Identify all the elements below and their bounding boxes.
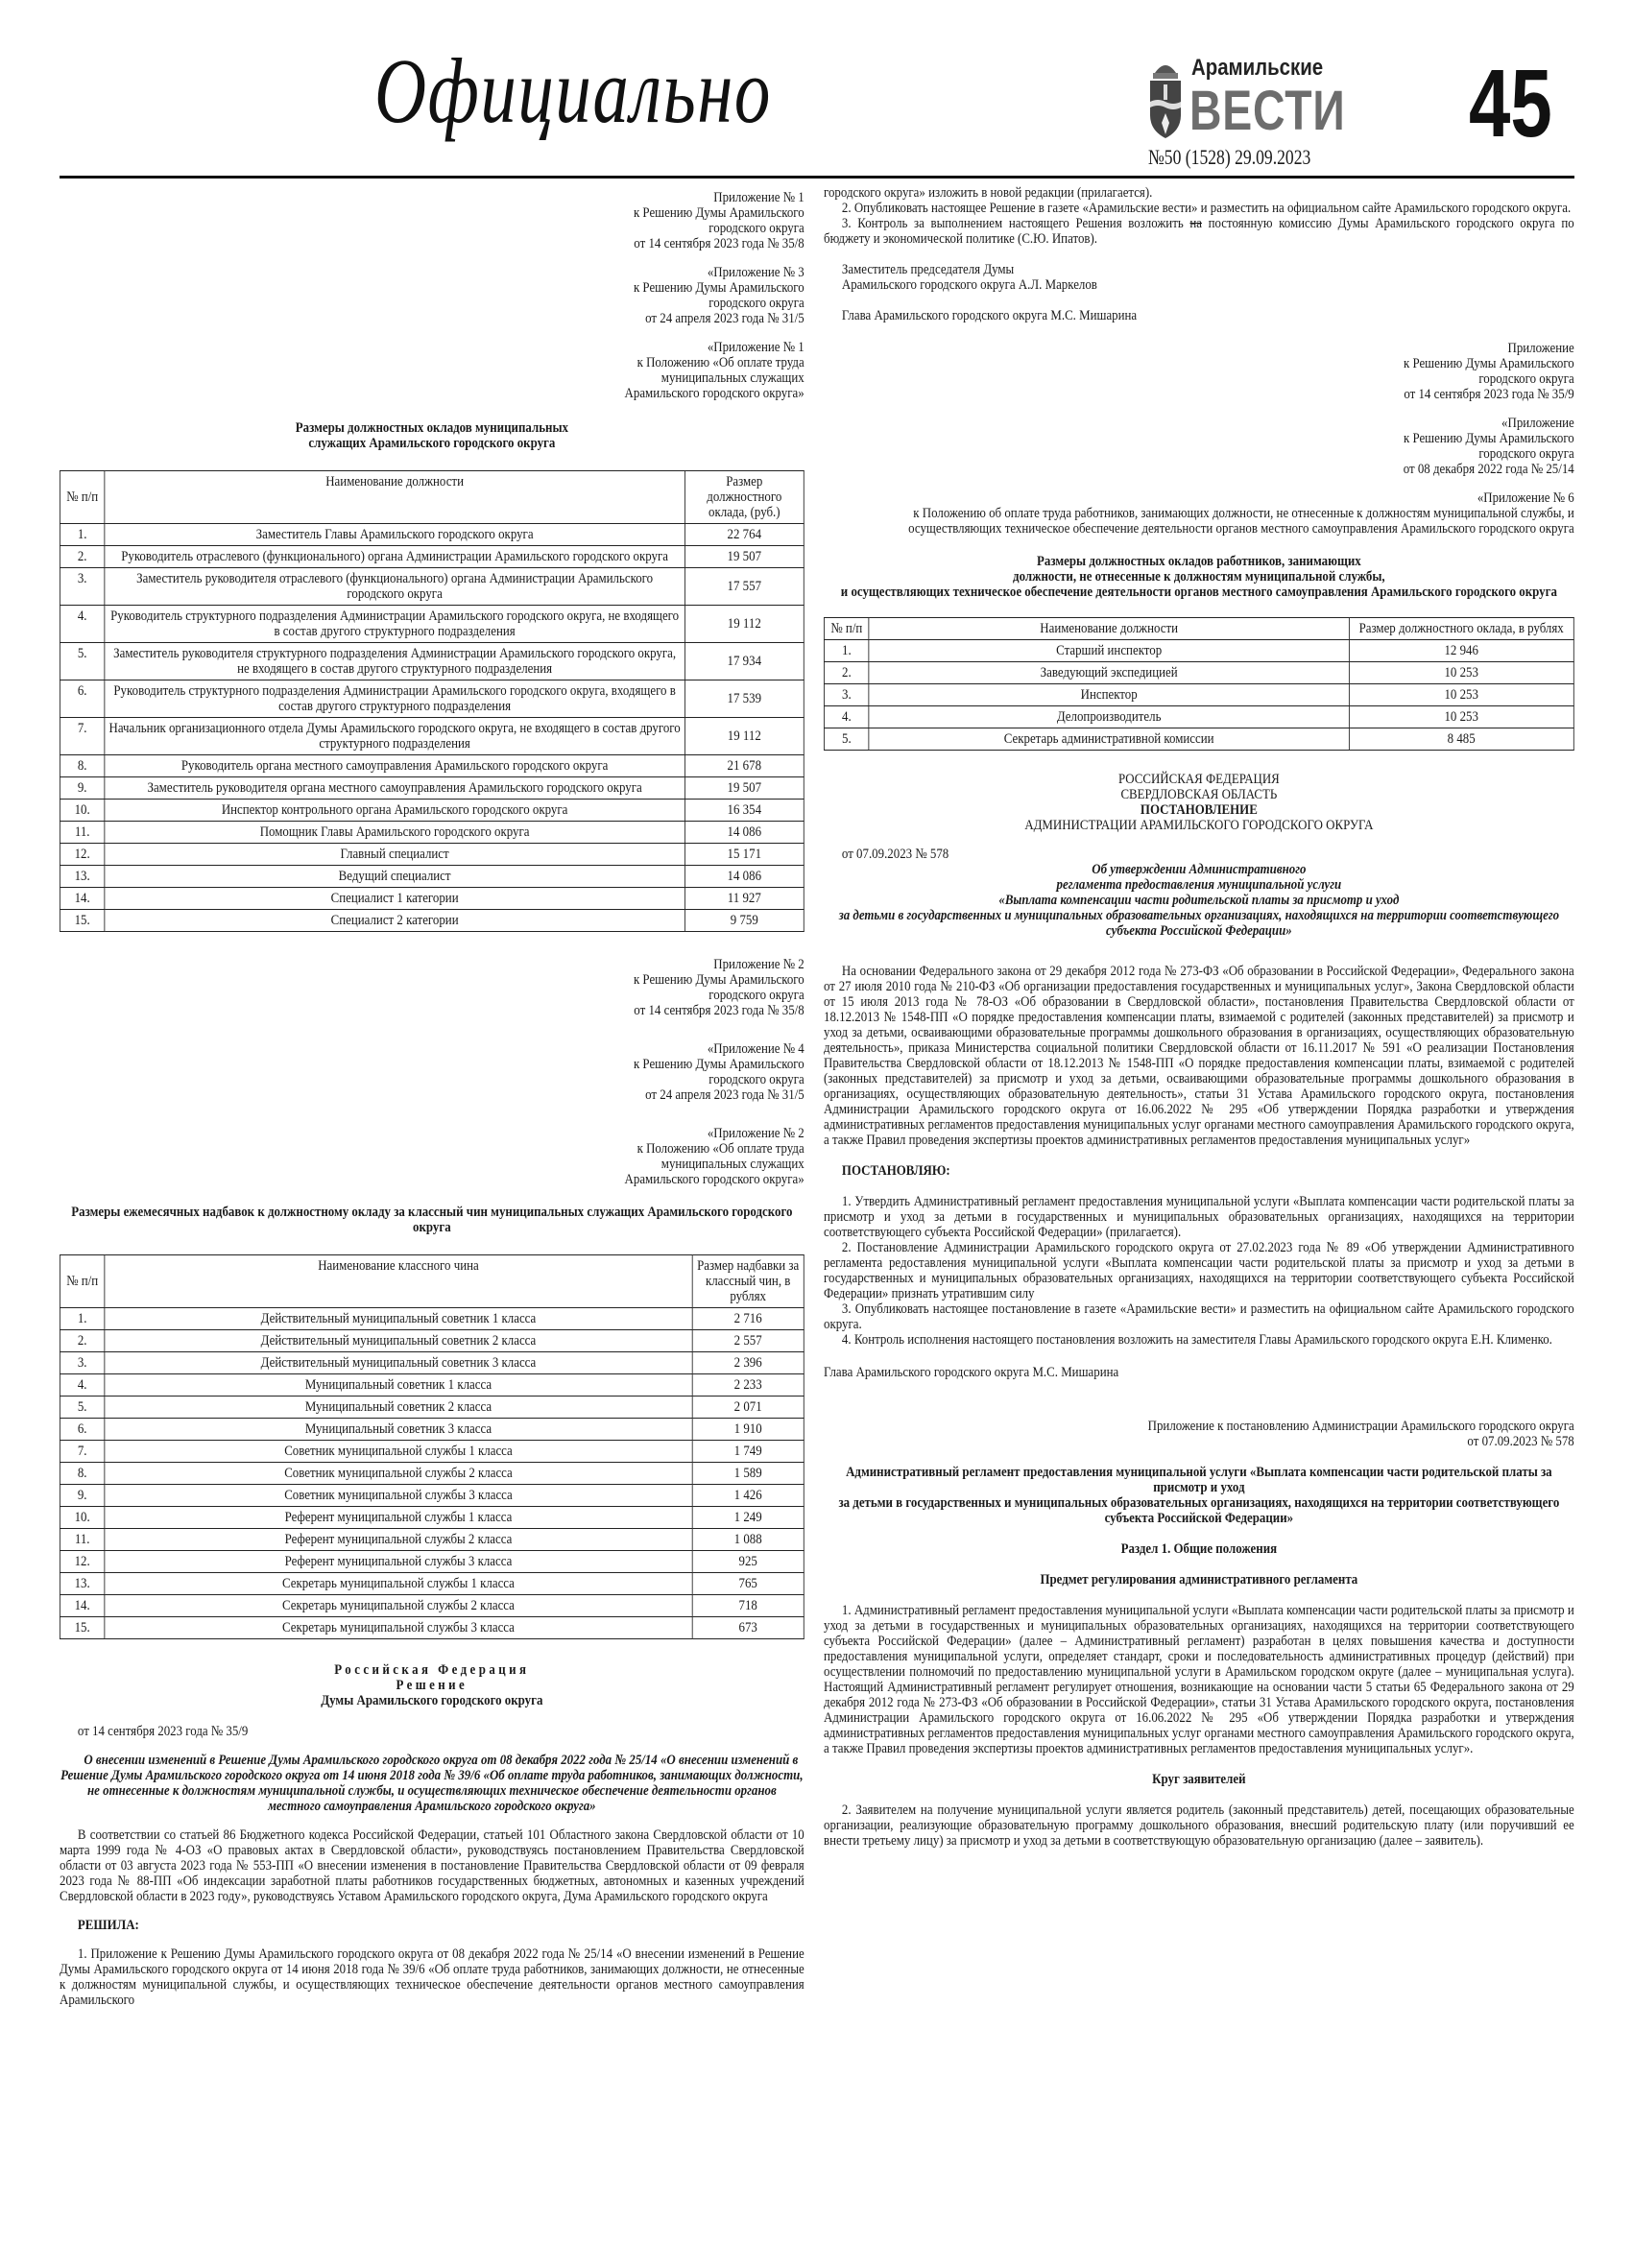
- row-value: 19 112: [684, 718, 804, 755]
- table-row: [60, 643, 804, 680]
- text-line: «Приложение № 2: [707, 1126, 804, 1141]
- appendix-1: [60, 190, 804, 251]
- text-line: Арамильского городского округа»: [624, 386, 804, 401]
- resolution-header: РОССИЙСКАЯ ФЕДЕРАЦИЯ СВЕРДЛОВСКАЯ ОБЛАСТЬ ПОСТАНОВЛЕНИЕ АДМИНИСТРАЦИИ АРАМИЛЬСКОГО ГОРОДСКОГО ОКРУГА: [1024, 772, 1374, 833]
- row-value: 765: [692, 1573, 804, 1595]
- text-line: за детьми в государственных и муниципальных образовательных организациях, находящихся на территории соответствующего субъекта Российской Федерации»: [838, 908, 1560, 939]
- column-header: № п/п: [60, 1255, 104, 1308]
- row-number: 5.: [60, 1397, 104, 1419]
- table2-title: Размеры ежемесячных надбавок к должностному окладу за классный чин муниципальных служащих Арамильского городского округа: [71, 1205, 793, 1235]
- row-name: Референт муниципальной службы 2 класса: [105, 1529, 692, 1551]
- table-row: [60, 1397, 804, 1419]
- row-name: Помощник Главы Арамильского городского округа: [105, 822, 684, 844]
- section-1-heading: Раздел 1. Общие положения: [1120, 1541, 1278, 1557]
- row-number: 3.: [60, 568, 104, 606]
- row-name: Старший инспектор: [869, 640, 1349, 662]
- row-number: 6.: [60, 1419, 104, 1441]
- salary-table-container: [60, 470, 804, 932]
- table-row: [60, 755, 804, 777]
- row-value: 1 749: [692, 1441, 804, 1463]
- row-name: Секретарь административной комиссии: [869, 728, 1349, 751]
- row-value: 10 253: [1349, 706, 1573, 728]
- resolution-item: 4. Контроль исполнения настоящего постановления возложить на заместителя Главы Арамильского городского округа Е.Н. Клименко.: [841, 1332, 1552, 1348]
- row-name: Секретарь муниципальной службы 1 класса: [105, 1573, 692, 1595]
- column-header: Наименование должности: [105, 471, 684, 524]
- row-value: 1 249: [692, 1507, 804, 1529]
- text-line: от 14 сентября 2023 года № 35/8: [634, 1003, 804, 1018]
- row-value: 22 764: [684, 524, 804, 546]
- table-row: [824, 728, 1573, 751]
- row-name: Референт муниципальной службы 3 класса: [105, 1551, 692, 1573]
- column-header: № п/п: [60, 471, 104, 524]
- appendix-6-text: к Положению об оплате труда работников, занимающих должности, не отнесенные к должностям муниципальной службы, и осуществляющих техническое обеспечение деятельности органов местного самоуправления Арамильского городского округа: [908, 506, 1574, 537]
- signature-head-2: Глава Арамильского городского округа М.С. Мишарина: [824, 1365, 1119, 1380]
- row-name: Руководитель структурного подразделения Администрации Арамильского городского округа, не входящего в состав другого структурного подразделения: [105, 606, 684, 643]
- appendix-decision-35-9: [824, 341, 1574, 402]
- resolution-item: 2. Постановление Администрации Арамильского городского округа от 27.02.2023 года № 89 «Об утверждении Административного регламента редоставления муниципальной услуги «Выплата компенсации части родительской платы за присмотр и уход за детьми в государственных и муниципальных образовательных организациях, находящихся на территории соответствующего субъекта Российской Федерации» признать утратившим силу: [824, 1240, 1574, 1301]
- row-name: Руководитель органа местного самоуправления Арамильского городского округа: [105, 755, 684, 777]
- row-name: Руководитель отраслевого (функционального) органа Администрации Арамильского городского округа: [105, 546, 684, 568]
- row-name: Заведующий экспедицией: [869, 662, 1349, 684]
- text-line: за детьми в государственных и муниципальных образовательных организациях, находящихся на территории соответствующего субъекта Российской Федерации»: [838, 1495, 1560, 1526]
- resolution-body: [824, 847, 1574, 1380]
- resolution-item: 3. Опубликовать настоящее постановление в газете «Арамильские вести» и разместить на официальном сайте Арамильского городского округа.: [824, 1301, 1574, 1332]
- text-line: должности, не отнесенные к должностям муниципальной службы,: [1013, 569, 1385, 585]
- technical-salary-table-container: [824, 617, 1574, 751]
- row-name: Действительный муниципальный советник 3 класса: [105, 1352, 692, 1374]
- appendix-block: [60, 190, 804, 401]
- table-row: [60, 1352, 804, 1374]
- column-header: № п/п: [824, 618, 869, 640]
- column-header: Наименование классного чина: [105, 1255, 692, 1308]
- row-number: 6.: [60, 680, 104, 718]
- row-name: Муниципальный советник 3 класса: [105, 1419, 692, 1441]
- row-name: Муниципальный советник 2 класса: [105, 1397, 692, 1419]
- text-line: городского округа: [708, 988, 804, 1003]
- appendix-decision-25-14: [824, 416, 1574, 477]
- row-name: Руководитель структурного подразделения Администрации Арамильского городского округа, входящего в состав другого структурного подразделения: [105, 680, 684, 718]
- column-header: Размер должностного оклада, в рублях: [1349, 618, 1573, 640]
- row-name: Секретарь муниципальной службы 2 класса: [105, 1595, 692, 1617]
- row-value: 11 927: [684, 888, 804, 910]
- row-value: 17 539: [684, 680, 804, 718]
- decision-preamble: В соответствии со статьей 86 Бюджетного кодекса Российской Федерации, статьей 101 Областного закона Свердловской области от 10 марта 1999 года № 4-ОЗ «О правовых актах в Свердловской области», руководствуясь постановлением Правительства Свердловской области от 03 августа 2023 года № 553-ПП «О внесении изменения в постановление Правительства Свердловской области от 09 февраля 2023 года № 88-ПП «Об индексации заработной платы работников государственных бюджетных, автономных и казенных учреждений Свердловской области в 2023 году», руководствуясь Уставом Арамильского городского округа, Дума Арамильского городского округа: [60, 1827, 804, 1904]
- table1-title: [60, 420, 804, 451]
- row-value: 19 507: [684, 546, 804, 568]
- row-value: 12 946: [1349, 640, 1573, 662]
- signature-head: Глава Арамильского городского округа М.С. Мишарина: [841, 308, 1138, 323]
- row-value: 15 171: [684, 844, 804, 866]
- text-line: от 07.09.2023 № 578: [1467, 1434, 1574, 1449]
- row-number: 2.: [824, 662, 869, 684]
- appendix-1-regulation: [60, 340, 804, 401]
- text-line: городского округа: [708, 1072, 804, 1087]
- row-value: 2 233: [692, 1374, 804, 1397]
- left-column: [60, 190, 804, 2008]
- row-number: 11.: [60, 822, 104, 844]
- row-number: 2.: [60, 1330, 104, 1352]
- regulation-title: [824, 1465, 1574, 1526]
- text-line: Приложение: [1507, 341, 1574, 356]
- table-row: [824, 640, 1573, 662]
- table-row: [60, 844, 804, 866]
- row-name: Заместитель руководителя структурного подразделения Администрации Арамильского городского округа, не входящего в состав другого структурного подразделения: [105, 643, 684, 680]
- regulation-item-1: 1. Административный регламент предоставления муниципальной услуги «Выплата компенсации части родительской платы за присмотр и уход за детьми в государственных и муниципальных образовательных организациях, находящихся на территории соответствующего субъекта Российской Федерации» (далее – Административный регламент) разработан в целях повышения качества и доступности предоставления муниципальной услуги, определяет стандарт, сроки и последовательность административных процедур (действий) при осуществлении полномочий по предоставлению муниципальной услуги в Арамильском городском округе (далее – муниципальная услуга). Настоящий Административный регламент регулирует отношения, возникающие на основании части 5 статьи 65 Федерального закона от 29 декабря 2012 года № 273-ФЗ «Об образовании в Российской Федерации», статьи 31 Устава Арамильского городского округа, постановления Администрации Арамильского городского округа от 16.06.2022 № 295 «Об утверждении Порядка разработки и утверждения административных регламентов предоставления муниципальных услуг органами местного самоуправления Арамильского городского округа, а также Правил проведения экспертизы проектов административных регламентов предоставления муниципальных услуг».: [824, 1603, 1574, 1756]
- table-row: [60, 524, 804, 546]
- table-row: [60, 1551, 804, 1573]
- resolution-items: [824, 1194, 1574, 1348]
- text-line: «Приложение № 1: [707, 340, 804, 355]
- newspaper-logo: [1147, 56, 1387, 144]
- text-line: к Решению Думы Арамильского: [633, 205, 804, 221]
- row-number: 7.: [60, 718, 104, 755]
- text-line: городского округа: [1478, 371, 1574, 387]
- decision-item-1-cont: городского округа» изложить в новой редакции (прилагается).: [824, 185, 1153, 201]
- section-title: Официально: [374, 39, 772, 142]
- decision-continuation: [824, 185, 1574, 323]
- municipal-salary-table: [60, 470, 804, 932]
- decision-item-1: 1. Приложение к Решению Думы Арамильского городского округа от 08 декабря 2022 года № 25/14 «О внесении изменений в Решение Думы Арамильского городского округа от 14 июня 2018 года № 39/6 «Об оплате труда работников, занимающих должности, не отнесенные к должностям муниципальной службы, и осуществляющих техническое обеспечение деятельности органов местного самоуправления Арамильского: [60, 1946, 804, 2008]
- text-line: городского округа: [708, 296, 804, 311]
- table-row: [60, 1308, 804, 1330]
- row-number: 4.: [60, 606, 104, 643]
- table-row: [824, 662, 1573, 684]
- appendix-block-2: [60, 957, 804, 1187]
- row-value: 9 759: [684, 910, 804, 932]
- row-number: 12.: [60, 844, 104, 866]
- row-number: 13.: [60, 1573, 104, 1595]
- resolution-title: [824, 862, 1574, 939]
- table-row: [60, 546, 804, 568]
- row-name: Главный специалист: [105, 844, 684, 866]
- table-row: [60, 777, 804, 800]
- signature-deputy-chair: [824, 262, 1574, 293]
- row-number: 3.: [824, 684, 869, 706]
- row-number: 15.: [60, 910, 104, 932]
- text-line: «Выплата компенсации части родительской платы за присмотр и уход: [998, 893, 1400, 908]
- row-value: 14 086: [684, 866, 804, 888]
- issue-info: №50 (1528) 29.09.2023: [1148, 145, 1311, 169]
- table-row: [60, 866, 804, 888]
- row-value: 16 354: [684, 800, 804, 822]
- appendix-3: [60, 265, 804, 326]
- row-number: 9.: [60, 777, 104, 800]
- text-line: Размеры должностных окладов работников, занимающих: [1037, 554, 1361, 569]
- technical-staff-salary-table: [824, 617, 1574, 751]
- row-value: 2 071: [692, 1397, 804, 1419]
- row-value: 2 557: [692, 1330, 804, 1352]
- row-name: Советник муниципальной службы 2 класса: [105, 1463, 692, 1485]
- row-value: 17 557: [684, 568, 804, 606]
- text-line: «Приложение № 4: [707, 1041, 804, 1057]
- text-line: от 14 сентября 2023 года № 35/8: [634, 236, 804, 251]
- text-line: городского округа: [1478, 446, 1574, 462]
- table-header-row: [60, 1255, 804, 1308]
- table-row: [60, 1441, 804, 1463]
- page-number: 45: [1469, 50, 1552, 157]
- row-number: 1.: [60, 524, 104, 546]
- row-number: 9.: [60, 1485, 104, 1507]
- row-value: 1 088: [692, 1529, 804, 1551]
- row-value: 10 253: [1349, 662, 1573, 684]
- brand-main: ВЕСТИ: [1189, 80, 1346, 142]
- row-number: 3.: [60, 1352, 104, 1374]
- text-line: Административный регламент предоставления муниципальной услуги «Выплата компенсации части родительской платы за присмотр и уход: [846, 1465, 1552, 1495]
- text-line: от 24 апреля 2023 года № 31/5: [645, 311, 804, 326]
- subsection-subject: Предмет регулирования административного регламента: [1040, 1572, 1358, 1588]
- text-line: Размеры должностных окладов муниципальных: [295, 420, 568, 436]
- text-line: от 14 сентября 2023 года № 35/9: [1404, 387, 1574, 402]
- text-line: служащих Арамильского городского округа: [308, 436, 556, 451]
- row-value: 1 589: [692, 1463, 804, 1485]
- text-line: «Приложение № 3: [707, 265, 804, 280]
- row-name: Начальник организационного отдела Думы Арамильского городского округа, не входящего в состав другого структурного подразделения: [105, 718, 684, 755]
- table-row: [60, 822, 804, 844]
- row-name: Инспектор контрольного органа Арамильского городского округа: [105, 800, 684, 822]
- row-number: 2.: [60, 546, 104, 568]
- row-number: 7.: [60, 1441, 104, 1463]
- row-value: 19 507: [684, 777, 804, 800]
- text-line: от 24 апреля 2023 года № 31/5: [645, 1087, 804, 1103]
- appendix-2: [60, 957, 804, 1018]
- row-name: Заместитель руководителя органа местного самоуправления Арамильского городского округа: [105, 777, 684, 800]
- resolution-preamble: На основании Федерального закона от 29 декабря 2012 года № 273-ФЗ «Об образовании в Российской Федерации», Федерального закона от 27 июля 2010 года № 210-ФЗ «Об организации предоставления государственных и муниципальных услуг», Закона Свердловской области от 15 июля 2013 года № 78-ОЗ «Об образовании в Свердловской области», постановления Правительства Свердловской области от 18.12.2013 № 1548-ПП «О порядке предоставления компенсации платы, взимаемой с родителей (законных представителей) за присмотр и уход за детьми, осваивающими образовательные программы дошкольного образования в организациях, осуществляющих образовательную деятельность», приказа Министерства социальной политики Свердловской области от 16.11.2017 № 591 «О реализации Постановления Правительства Свердловской области от 18.12.2013 № 1548-ПП «О порядке предоставления компенсации платы, взимаемой с родителей (законных представителей) за присмотр и уход за детьми, осваивающими образовательные программы дошкольного образования в организациях, осуществляющих образовательную деятельность», статьи 31 Устава Арамильского городского округа, постановления Администрации Арамильского городского округа от 16.06.2022 № 295 «Об утверждении Порядка разработки и утверждения административных регламентов предоставления муниципальных услуг органами местного самоуправления Арамильского городского округа, а также Правил проведения экспертизы проектов административных регламентов предоставления муниципальных услуг»: [824, 964, 1574, 1148]
- text-line: регламента предоставления муниципальной услуги: [1056, 877, 1342, 893]
- row-number: 4.: [824, 706, 869, 728]
- table-row: [60, 1485, 804, 1507]
- coat-of-arms-icon: [1147, 56, 1184, 140]
- appendix-block-right: [824, 341, 1574, 537]
- column-header: Размер надбавки за классный чин, в рублях: [692, 1255, 804, 1308]
- table-row: [60, 568, 804, 606]
- text-line: и осуществляющих техническое обеспечение деятельности органов местного самоуправления Арамильского городского округа: [840, 585, 1557, 600]
- row-name: Ведущий специалист: [105, 866, 684, 888]
- table3-title: [824, 554, 1574, 600]
- row-number: 8.: [60, 755, 104, 777]
- row-value: 17 934: [684, 643, 804, 680]
- text-line: от 08 декабря 2022 года № 25/14: [1403, 462, 1574, 477]
- appendix-2-regulation: [60, 1126, 804, 1187]
- class-rank-table-container: [60, 1254, 804, 1639]
- decision-body: [60, 1724, 804, 2008]
- row-value: 2 716: [692, 1308, 804, 1330]
- row-number: 14.: [60, 888, 104, 910]
- table-header-row: [824, 618, 1573, 640]
- table-row: [824, 684, 1573, 706]
- row-value: 1 910: [692, 1419, 804, 1441]
- table-row: [60, 1617, 804, 1639]
- row-number: 11.: [60, 1529, 104, 1551]
- row-name: Советник муниципальной службы 3 класса: [105, 1485, 692, 1507]
- table-row: [60, 1507, 804, 1529]
- decision-item-3: 3. Контроль за выполнением настоящего Решения возложить на постоянную комиссию Думы Арамильского городского округа по бюджету и экономической политике (С.Ю. Ипатов).: [824, 216, 1574, 247]
- text-line: к Решению Думы Арамильского: [633, 280, 804, 296]
- column-header: Размер должностного оклада, (руб.): [684, 471, 804, 524]
- row-value: 8 485: [1349, 728, 1573, 751]
- row-name: Специалист 1 категории: [105, 888, 684, 910]
- row-name: Муниципальный советник 1 класса: [105, 1374, 692, 1397]
- text-line: к Решению Думы Арамильского: [633, 1057, 804, 1072]
- decision-item-2: 2. Опубликовать настоящее Решение в газете «Арамильские вести» и разместить на официальном сайте Арамильского городского округа.: [841, 201, 1572, 216]
- text-line: муниципальных служащих: [660, 1157, 804, 1172]
- table-row: [60, 800, 804, 822]
- class-rank-allowance-table: [60, 1254, 804, 1639]
- text-line: Арамильского городского округа»: [624, 1172, 804, 1187]
- text-line: Заместитель председателя Думы: [841, 262, 1015, 277]
- text-line: Арамильского городского округа А.Л. Маркелов: [841, 277, 1097, 293]
- subsection-applicants: Круг заявителей: [1152, 1772, 1246, 1787]
- row-value: 19 112: [684, 606, 804, 643]
- row-name: Советник муниципальной службы 1 класса: [105, 1441, 692, 1463]
- table-row: [60, 910, 804, 932]
- row-value: 21 678: [684, 755, 804, 777]
- row-value: 2 396: [692, 1352, 804, 1374]
- decided-label: РЕШИЛА:: [77, 1918, 139, 1933]
- table-header-row: [60, 471, 804, 524]
- row-number: 10.: [60, 1507, 104, 1529]
- text-line: к Решению Думы Арамильского: [1403, 356, 1574, 371]
- text-line: муниципальных служащих: [660, 370, 804, 386]
- text-line: Приложение № 2: [713, 957, 804, 972]
- row-value: 14 086: [684, 822, 804, 844]
- decision-header: Российская Федерация Решение Думы Арамильского городского округа: [321, 1662, 543, 1708]
- table-row: [60, 1595, 804, 1617]
- resolution-date: от 07.09.2023 № 578: [841, 847, 949, 862]
- table-row: [60, 1419, 804, 1441]
- text-line: Приложение № 1: [713, 190, 804, 205]
- text-line: к Решению Думы Арамильского: [1403, 431, 1574, 446]
- table-row: [60, 1330, 804, 1352]
- row-number: 1.: [824, 640, 869, 662]
- row-number: 14.: [60, 1595, 104, 1617]
- table-row: [60, 1463, 804, 1485]
- row-name: Специалист 2 категории: [105, 910, 684, 932]
- table-row: [60, 680, 804, 718]
- table-row: [60, 1573, 804, 1595]
- row-value: 673: [692, 1617, 804, 1639]
- table-row: [60, 718, 804, 755]
- text-line: к Положению «Об оплате труда: [636, 355, 804, 370]
- appendix-4: [60, 1041, 804, 1103]
- table-row: [824, 706, 1573, 728]
- row-name: Заместитель руководителя отраслевого (функционального) органа Администрации Арамильского городского округа: [105, 568, 684, 606]
- text-line: городского округа: [708, 221, 804, 236]
- row-number: 4.: [60, 1374, 104, 1397]
- resolve-label: ПОСТАНОВЛЯЮ:: [841, 1163, 950, 1179]
- row-value: 718: [692, 1595, 804, 1617]
- resolution-item: 1. Утвердить Административный регламент предоставления муниципальной услуги «Выплата компенсации части родительской платы за присмотр и уход за детьми в государственных и муниципальных образовательных организациях, находящихся на территории соответствующего субъекта Российской Федерации» (прилагается).: [824, 1194, 1574, 1240]
- brand-top: Арамильские: [1191, 55, 1324, 81]
- regulation: [824, 1419, 1574, 1849]
- right-column: [824, 185, 1574, 1849]
- text-line: «Приложение: [1501, 416, 1574, 431]
- text-line: Об утверждении Административного: [1092, 862, 1307, 877]
- row-name: Заместитель Главы Арамильского городского округа: [105, 524, 684, 546]
- row-value: 1 426: [692, 1485, 804, 1507]
- row-number: 10.: [60, 800, 104, 822]
- table-row: [60, 1529, 804, 1551]
- row-number: 8.: [60, 1463, 104, 1485]
- row-value: 925: [692, 1551, 804, 1573]
- row-number: 15.: [60, 1617, 104, 1639]
- text-line: к Положению «Об оплате труда: [636, 1141, 804, 1157]
- row-name: Инспектор: [869, 684, 1349, 706]
- row-number: 13.: [60, 866, 104, 888]
- row-name: Действительный муниципальный советник 2 класса: [105, 1330, 692, 1352]
- row-name: Секретарь муниципальной службы 3 класса: [105, 1617, 692, 1639]
- row-number: 5.: [824, 728, 869, 751]
- table-row: [60, 606, 804, 643]
- appendix-6-title: «Приложение № 6: [1477, 490, 1574, 506]
- row-name: Делопроизводитель: [869, 706, 1349, 728]
- regulation-appendix: [824, 1419, 1574, 1449]
- table-row: [60, 888, 804, 910]
- table-row: [60, 1374, 804, 1397]
- regulation-item-2: 2. Заявителем на получение муниципальной услуги является родитель (законный представитель) детей, посещающих образовательные организации, реализующие образовательную программу дошкольного образования, внесший родительскую плату (или поручивший ее внести третьему лицу) за присмотр и уход за детьми в соответствующую образовательную организацию (далее – заявитель).: [824, 1802, 1574, 1849]
- row-name: Действительный муниципальный советник 1 класса: [105, 1308, 692, 1330]
- row-number: 1.: [60, 1308, 104, 1330]
- row-number: 5.: [60, 643, 104, 680]
- row-value: 10 253: [1349, 684, 1573, 706]
- column-header: Наименование должности: [869, 618, 1349, 640]
- row-number: 12.: [60, 1551, 104, 1573]
- row-name: Референт муниципальной службы 1 класса: [105, 1507, 692, 1529]
- decision-date: от 14 сентября 2023 года № 35/9: [77, 1724, 249, 1739]
- decision-title: О внесении изменений в Решение Думы Арамильского городского округа от 08 декабря 2022 года № 25/14 «О внесении изменений в Решение Думы Арамильского городского округа от 14 июня 2018 года № 39/6 «Об оплате труда работников, занимающих должности, не отнесенные к должностям муниципальной службы, и осуществляющих техническое обеспечение деятельности органов местного самоуправления Арамильского городского округа»: [60, 1753, 804, 1814]
- header-divider: [60, 176, 1574, 179]
- text-line: к Решению Думы Арамильского: [633, 972, 804, 988]
- text-line: Приложение к постановлению Администрации Арамильского городского округа: [1147, 1419, 1574, 1434]
